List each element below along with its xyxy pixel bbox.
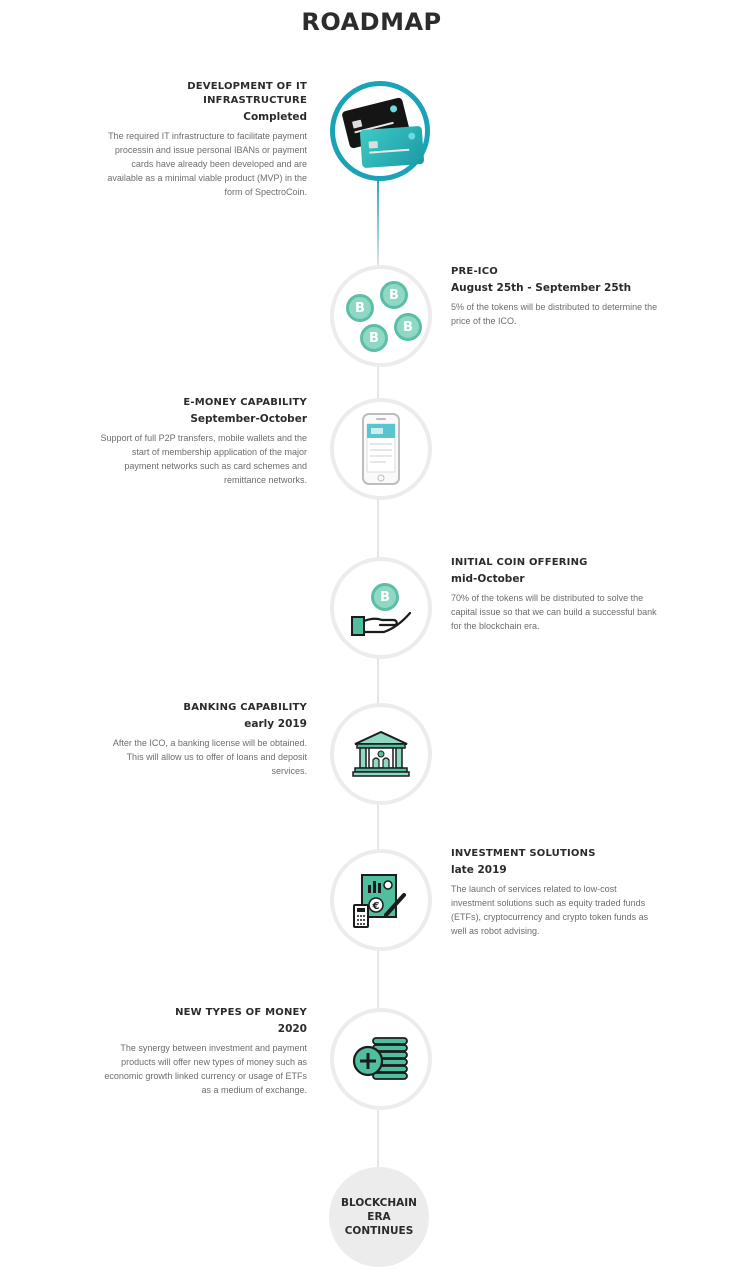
milestone-description: The launch of services related to low-cost investment solutions such as equity traded funds (ETFs), cryptocurrency and crypto token funds as well as robot advising.: [451, 884, 649, 936]
milestone-description: The required IT infrastructure to facilitate payment processin and issue personal IBANs or payment cards have already been developed and are available as a minimal viable product (MVP) in the form of SpectroCoin.: [107, 131, 307, 197]
milestone-2: [451, 265, 661, 328]
coin-icon: B: [346, 294, 374, 322]
milestone-title: INVESTMENT SOLUTIONS: [451, 848, 596, 859]
milestone-date: late 2019: [451, 864, 507, 876]
milestone-5-icon-circle: [330, 703, 432, 805]
milestone-6: [451, 847, 661, 938]
timeline-progress: [377, 172, 379, 267]
milestone-3-icon-circle: [330, 398, 432, 500]
smartphone-icon: [334, 402, 428, 496]
milestone-3: [97, 396, 307, 487]
milestone-description: After the ICO, a banking license will be obtained. This will allow us to offer of loans and deposit services.: [112, 738, 307, 776]
milestone-5: [97, 701, 307, 778]
milestone-description: 70% of the tokens will be distributed to solve the capital issue so that we can build a successful bank for the blockchain era.: [451, 593, 657, 631]
milestone-1-icon-circle: [330, 81, 430, 181]
milestone-date: 2020: [277, 1023, 307, 1035]
milestone-title: BANKING CAPABILITY: [183, 702, 307, 713]
milestone-date: Completed: [243, 111, 307, 123]
coin-icon: B: [360, 324, 388, 352]
milestone-date: August 25th - September 25th: [451, 282, 632, 294]
hand-coin-icon: [334, 561, 428, 655]
milestone-4: [451, 556, 661, 633]
milestone-7: [97, 1006, 307, 1097]
milestone-title: INITIAL COIN OFFERING: [451, 557, 588, 568]
milestone-date: September-October: [190, 413, 307, 425]
end-label: BLOCKCHAIN ERA CONTINUES: [341, 1197, 417, 1237]
blockchain-era-end-badge: [329, 1167, 429, 1267]
milestone-2-icon-circle: [330, 265, 432, 367]
coin-icon: B: [394, 313, 422, 341]
coin-stack-add-icon: [334, 1012, 428, 1106]
milestone-date: mid-October: [451, 573, 525, 585]
milestone-description: Support of full P2P transfers, mobile wallets and the start of membership application of the major payment networks such as card schemes and remittance networks.: [100, 433, 307, 485]
coin-icon: B: [371, 583, 399, 611]
bank-building-icon: [334, 707, 428, 801]
milestone-date: early 2019: [244, 718, 307, 730]
coins-icon: [334, 269, 428, 363]
page-title: ROADMAP: [301, 8, 442, 36]
milestone-title: E-MONEY CAPABILITY: [183, 397, 307, 408]
milestone-description: The synergy between investment and payment products will offer new types of money such as economic growth linked currency or usage of ETFs as a medium of exchange.: [104, 1043, 307, 1095]
milestone-title: NEW TYPES OF MONEY: [175, 1007, 307, 1018]
milestone-1: [97, 80, 307, 199]
milestone-4-icon-circle: [330, 557, 432, 659]
milestone-description: 5% of the tokens will be distributed to determine the price of the ICO.: [451, 302, 658, 326]
investment-report-icon: [334, 853, 428, 947]
payment-cards-icon: [335, 86, 425, 176]
svg-text:€: €: [372, 901, 380, 912]
milestone-7-icon-circle: [330, 1008, 432, 1110]
milestone-title: DEVELOPMENT OF IT INFRASTRUCTURE: [187, 81, 307, 106]
milestone-title: PRE-ICO: [451, 266, 498, 277]
coin-icon: B: [380, 281, 408, 309]
milestone-6-icon-circle: [330, 849, 432, 951]
